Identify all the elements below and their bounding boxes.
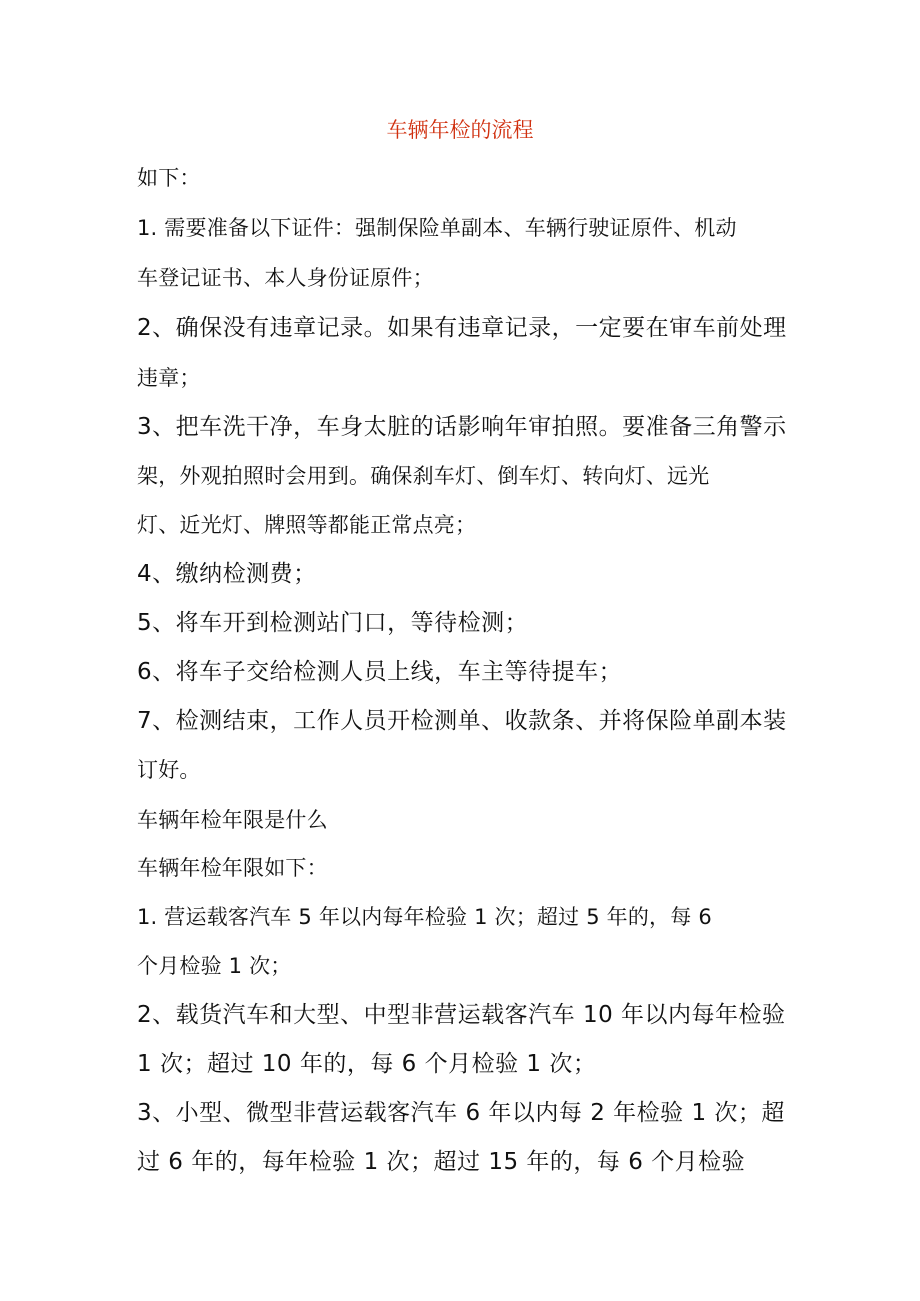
step-1-line-2: 车登记证书、本人身份证原件； [137,266,434,290]
step-3-line-3: 灯、近光灯、牌照等都能正常点亮； [137,513,477,537]
section-heading: 车辆年检年限是什么 [137,808,328,832]
step-4-line: 4、缴纳检测费； [137,561,317,587]
step-3-line-2: 架，外观拍照时会用到。确保刹车灯、倒车灯、转向灯、远光 [137,464,710,488]
document-title: 车辆年检的流程 [386,118,534,142]
rule-1-line-1: 1. 营运载客汽车 5 年以内每年检验 1 次；超过 5 年的，每 6 [137,905,712,929]
rule-2-line-1: 2、载货汽车和大型、中型非营运载客汽车 10 年以内每年检验 [137,1002,786,1028]
step-7-line-1: 7、检测结束，工作人员开检测单、收款条、并将保险单副本装 [137,708,787,734]
step-7-line-2: 订好。 [137,758,201,782]
step-5-line: 5、将车开到检测站门口，等待检测； [137,610,529,636]
step-2-line-2: 违章； [137,366,201,390]
rule-2-line-2: 1 次；超过 10 年的，每 6 个月检验 1 次； [137,1051,597,1077]
rule-3-line-2: 过 6 年的，每年检验 1 次；超过 15 年的，每 6 个月检验 [137,1149,746,1175]
section-intro-line: 车辆年检年限如下： [137,856,328,880]
step-1-line-1: 1. 需要准备以下证件：强制保险单副本、车辆行驶证原件、机动 [137,216,737,240]
step-3-line-1: 3、把车洗干净，车身太脏的话影响年审拍照。要准备三角警示 [137,414,787,440]
intro-line: 如下： [137,166,201,190]
rule-1-line-2: 个月检验 1 次； [137,954,292,978]
step-2-line-1: 2、确保没有违章记录。如果有违章记录，一定要在审车前处理 [137,315,787,341]
step-6-line: 6、将车子交给检测人员上线，车主等待提车； [137,659,623,685]
rule-3-line-1: 3、小型、微型非营运载客汽车 6 年以内每 2 年检验 1 次；超 [137,1100,785,1126]
